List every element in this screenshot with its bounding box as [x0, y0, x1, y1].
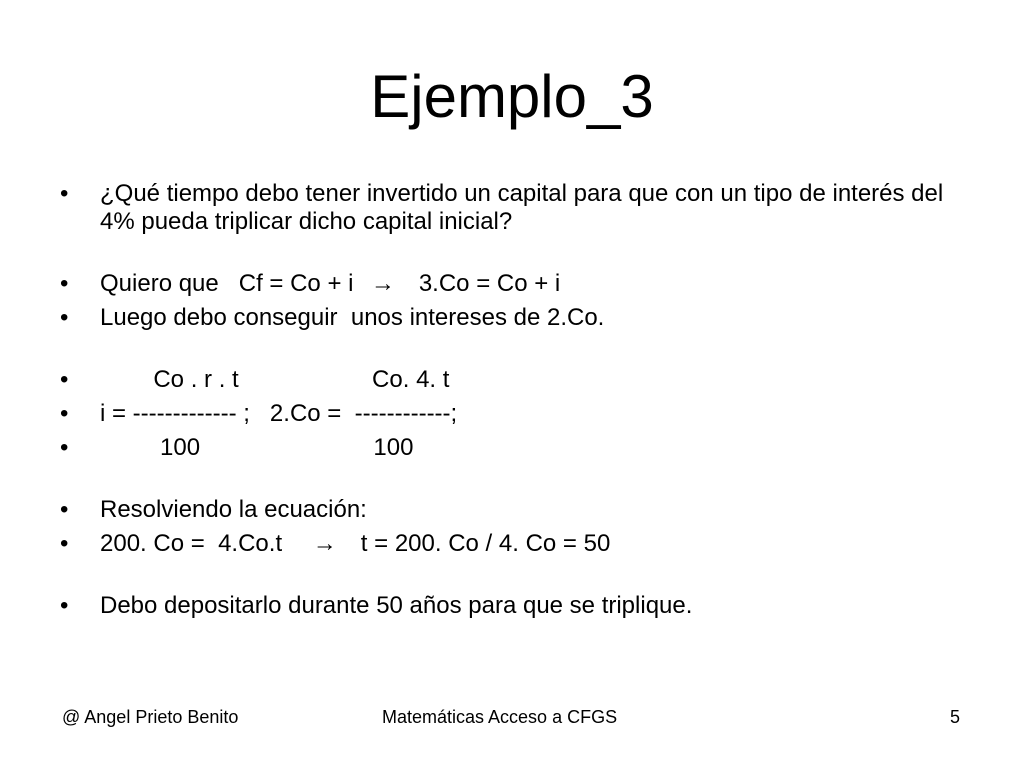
bullet-text — [100, 530, 978, 558]
equation-right: t = 200. Co / 4. Co = 50 — [360, 530, 611, 557]
bullet-list — [58, 180, 978, 626]
bullet-icon: • — [60, 400, 69, 427]
bullet-item — [58, 270, 978, 298]
bullet-text: Debo depositarlo durante 50 años para que se triplique. — [100, 592, 693, 619]
bullet-text: Luego debo conseguir unos intereses de 2.Co. — [100, 304, 605, 331]
equation-left: Quiero que Cf = Co + i — [100, 270, 354, 297]
bullet-icon: • — [60, 434, 69, 461]
bullet-item — [58, 496, 978, 524]
bullet-icon: • — [60, 270, 69, 297]
footer-author: @ Angel Prieto Benito — [62, 707, 239, 727]
bullet-icon: • — [60, 180, 69, 207]
bullet-item — [58, 530, 978, 558]
footer-course: Matemáticas Acceso a CFGS — [382, 707, 618, 727]
bullet-item — [58, 366, 978, 394]
slide-title: Ejemplo_3 — [370, 63, 654, 130]
bullet-text — [100, 270, 978, 298]
bullet-text: ¿Qué tiempo debo tener invertido un capital para que con un tipo de interés del 4% pueda triplicar dicho capital inicial? — [100, 180, 950, 235]
bullet-item — [58, 400, 978, 428]
formula-denominator: 100 100 — [100, 434, 414, 461]
bullet-icon: • — [60, 530, 69, 557]
formula-numerator: Co . r . t Co. 4. t — [100, 366, 450, 393]
footer-page-number: 5 — [950, 707, 961, 727]
bullet-item — [58, 304, 978, 332]
bullet-icon: • — [60, 366, 69, 393]
equation-left: 200. Co = 4.Co.t — [100, 530, 283, 557]
arrow-right-icon: → — [312, 530, 337, 557]
bullet-icon: • — [60, 304, 69, 331]
bullet-icon: • — [60, 592, 69, 619]
bullet-item — [58, 180, 978, 236]
formula-fraction-line: i = ------------- ; 2.Co = ------------; — [100, 400, 458, 427]
bullet-text: Resolviendo la ecuación: — [100, 496, 367, 523]
bullet-item — [58, 434, 978, 462]
bullet-item — [58, 592, 978, 620]
bullet-icon: • — [60, 496, 69, 523]
arrow-right-icon: → — [370, 270, 395, 297]
equation-right: 3.Co = Co + i — [418, 270, 561, 297]
